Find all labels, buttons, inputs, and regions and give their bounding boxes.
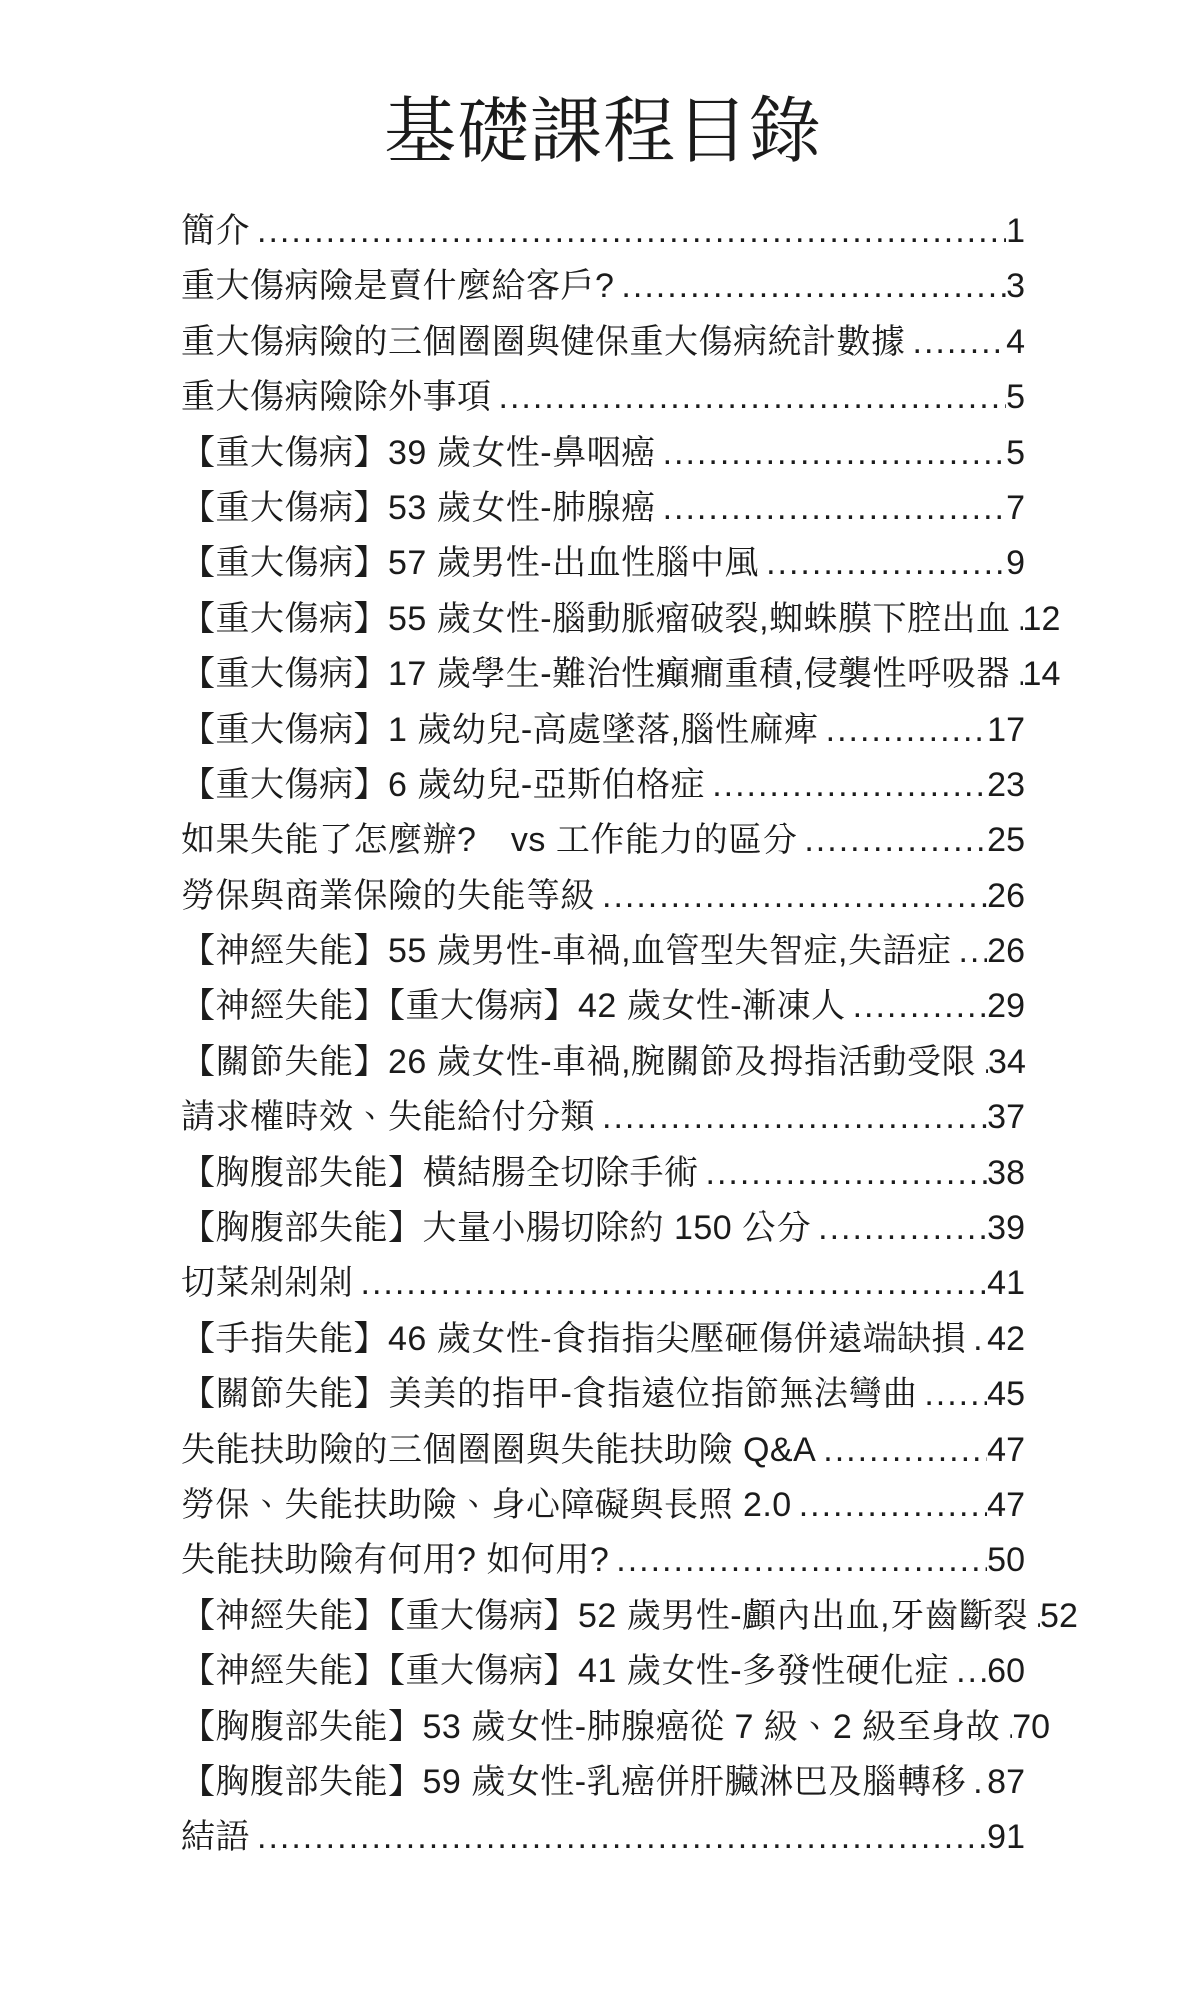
toc-entry[interactable] <box>181 204 1025 259</box>
toc-entry-page-number: 60 <box>987 1652 1025 1691</box>
dot-leader <box>811 1201 987 1256</box>
toc-entry-label: 【重大傷病】57 歲男性-出血性腦中風 <box>181 544 760 583</box>
toc-entry-label: 勞保與商業保險的失能等級 <box>181 876 595 915</box>
toc-entry-label: 【重大傷病】55 歲女性-腦動脈瘤破裂,蜘蛛膜下腔出血 <box>181 599 1011 638</box>
toc-entry-page-number: 87 <box>987 1762 1025 1801</box>
dot-leader <box>966 1312 987 1367</box>
toc-entry-label: 重大傷病險的三個圈圈與健保重大傷病統計數據 <box>181 322 906 361</box>
toc-entry-page-number: 50 <box>987 1541 1025 1580</box>
toc-entry[interactable] <box>181 869 1025 924</box>
toc-entry-page-number: 91 <box>987 1818 1025 1857</box>
toc-entry-label: 【重大傷病】39 歲女性-鼻咽癌 <box>181 433 656 472</box>
toc-entry[interactable] <box>181 1755 1025 1810</box>
toc-entry-page-number: 3 <box>1006 267 1025 306</box>
dot-leader <box>1028 1589 1040 1644</box>
toc-entry[interactable] <box>181 481 1025 536</box>
toc-entry-label: 【神經失能】【重大傷病】52 歲男性-顱內出血,牙齒斷裂 <box>181 1596 1029 1635</box>
dot-leader <box>354 1256 988 1311</box>
dot-leader <box>614 259 1006 314</box>
dot-leader <box>846 979 988 1034</box>
toc-entry-page-number: 5 <box>1006 378 1025 417</box>
toc-entry-label: 【重大傷病】1 歲幼兒-高處墜落,腦性麻痺 <box>181 710 819 749</box>
toc-entry-page-number: 45 <box>987 1375 1025 1414</box>
toc-entry-page-number: 42 <box>987 1319 1025 1358</box>
toc-entry-page-number: 47 <box>987 1485 1025 1524</box>
dot-leader <box>609 1533 987 1588</box>
dot-leader <box>816 1423 987 1478</box>
toc-entry-page-number: 4 <box>1006 322 1025 361</box>
toc-entry[interactable] <box>181 1035 1025 1090</box>
dot-leader <box>705 758 987 813</box>
toc-entry[interactable] <box>181 647 1061 702</box>
toc-entry-label: 如果失能了怎麼辦? vs 工作能力的區分 <box>181 821 798 860</box>
dot-leader <box>1011 647 1023 702</box>
toc-entry-label: 請求權時效、失能給付分類 <box>181 1098 595 1137</box>
toc-entry-page-number: 29 <box>987 987 1025 1026</box>
dot-leader <box>595 869 987 924</box>
dot-leader <box>797 813 987 868</box>
toc-entry[interactable] <box>181 703 1025 758</box>
toc-entry-page-number: 38 <box>987 1153 1025 1192</box>
toc-entry[interactable] <box>181 1589 1078 1644</box>
toc-entry[interactable] <box>181 1700 1051 1755</box>
toc-entry-page-number: 52 <box>1040 1596 1078 1635</box>
dot-leader <box>792 1478 987 1533</box>
dot-leader <box>951 924 987 979</box>
toc-entry-page-number: 39 <box>987 1209 1025 1248</box>
toc-entry[interactable] <box>181 924 1025 979</box>
toc-entry[interactable] <box>181 758 1025 813</box>
dot-leader <box>656 426 1006 481</box>
toc-entry-page-number: 17 <box>987 710 1025 749</box>
toc-entry-page-number: 23 <box>987 765 1025 804</box>
toc-entry[interactable] <box>181 259 1025 314</box>
toc-entry-page-number: 37 <box>987 1098 1025 1137</box>
toc-entry[interactable] <box>181 592 1061 647</box>
toc-entry-label: 【神經失能】【重大傷病】41 歲女性-多發性硬化症 <box>181 1652 950 1691</box>
toc-entry-label: 【手指失能】46 歲女性-食指指尖壓砸傷併遠端缺損 <box>181 1319 967 1358</box>
toc-entry-label: 結語 <box>181 1818 250 1857</box>
toc-entry-label: 【神經失能】【重大傷病】42 歲女性-漸凍人 <box>181 987 846 1026</box>
toc-entry-page-number: 12 <box>1022 599 1061 638</box>
toc-entry-page-number: 5 <box>1006 433 1025 472</box>
toc-entry[interactable] <box>181 536 1025 591</box>
toc-entry[interactable] <box>181 979 1025 1034</box>
dot-leader <box>966 1755 987 1810</box>
toc-entry-label: 【胸腹部失能】59 歲女性-乳癌併肝臟淋巴及腦轉移 <box>181 1762 967 1801</box>
toc-entry-label: 重大傷病險是賣什麼給客戶? <box>181 267 615 306</box>
dot-leader <box>1011 592 1023 647</box>
dot-leader <box>917 1367 987 1422</box>
dot-leader <box>949 1644 987 1699</box>
toc-entry[interactable] <box>181 315 1025 370</box>
dot-leader <box>250 1810 987 1865</box>
toc-entry-label: 【胸腹部失能】大量小腸切除約 150 公分 <box>181 1209 812 1248</box>
dot-leader <box>595 1090 987 1145</box>
toc-entry-label: 失能扶助險有何用? 如何用? <box>181 1541 610 1580</box>
dot-leader <box>1000 1700 1012 1755</box>
toc-entry[interactable] <box>181 813 1025 868</box>
dot-leader <box>492 370 1007 425</box>
toc-entry-page-number: 26 <box>987 876 1025 915</box>
toc-entry[interactable] <box>181 1312 1025 1367</box>
toc-entry[interactable] <box>181 1201 1025 1256</box>
toc-entry-label: 【神經失能】55 歲男性-車禍,血管型失智症,失語症 <box>181 932 952 971</box>
dot-leader <box>699 1146 988 1201</box>
dot-leader <box>906 315 1007 370</box>
toc-entry-label: 簡介 <box>181 212 250 250</box>
toc-entry-page-number: 41 <box>987 1264 1025 1303</box>
toc-entry-label: 【關節失能】美美的指甲-食指遠位指節無法彎曲 <box>181 1375 918 1414</box>
toc-entry[interactable] <box>181 1367 1025 1422</box>
toc-entry-label: 勞保、失能扶助險、身心障礙與長照 2.0 <box>181 1485 792 1524</box>
toc-entry-page-number: 70 <box>1012 1707 1051 1746</box>
toc-entry[interactable] <box>181 1256 1025 1311</box>
toc-entry-page-number: 1 <box>1006 212 1025 250</box>
toc-entry-label: 失能扶助險的三個圈圈與失能扶助險 Q&A <box>181 1430 817 1469</box>
toc-entry[interactable] <box>181 1478 1025 1533</box>
toc-entry-label: 【重大傷病】53 歲女性-肺腺癌 <box>181 488 656 527</box>
toc-entry-page-number: 34 <box>988 1042 1026 1081</box>
toc-entry[interactable] <box>181 1423 1025 1478</box>
toc-entry-page-number: 7 <box>1006 488 1025 527</box>
dot-leader <box>819 703 988 758</box>
toc-entry-label: 重大傷病險除外事項 <box>181 378 492 417</box>
dot-leader <box>656 481 1006 536</box>
document-page <box>181 0 1078 1866</box>
toc-entry-label: 【重大傷病】6 歲幼兒-亞斯伯格症 <box>181 765 706 804</box>
toc-list <box>181 204 1078 1866</box>
page-title: 基礎課程目錄 <box>383 92 822 172</box>
dot-leader <box>250 204 1006 259</box>
toc-entry[interactable] <box>181 1644 1025 1699</box>
toc-entry-label: 【關節失能】26 歲女性-車禍,腕關節及拇指活動受限 <box>181 1042 977 1081</box>
toc-entry[interactable] <box>181 1810 1025 1865</box>
toc-entry[interactable] <box>181 1533 1025 1588</box>
toc-entry-label: 切菜剁剁剁 <box>181 1264 354 1303</box>
toc-entry[interactable] <box>181 1090 1025 1145</box>
toc-entry[interactable] <box>181 426 1025 481</box>
toc-entry-page-number: 9 <box>1006 544 1025 583</box>
dot-leader <box>759 536 1006 591</box>
toc-entry-page-number: 14 <box>1022 655 1061 694</box>
toc-entry-label: 【重大傷病】17 歲學生-難治性癲癇重積,侵襲性呼吸器 <box>181 655 1011 694</box>
toc-entry-label: 【胸腹部失能】53 歲女性-肺腺癌從 7 級、2 級至身故 <box>181 1707 1001 1746</box>
dot-leader <box>976 1035 988 1090</box>
toc-entry-page-number: 47 <box>987 1430 1025 1469</box>
toc-entry[interactable] <box>181 370 1025 425</box>
toc-entry[interactable] <box>181 1146 1025 1201</box>
toc-entry-label: 【胸腹部失能】橫結腸全切除手術 <box>181 1153 699 1192</box>
toc-entry-page-number: 25 <box>987 821 1025 860</box>
toc-entry-page-number: 26 <box>987 932 1025 971</box>
